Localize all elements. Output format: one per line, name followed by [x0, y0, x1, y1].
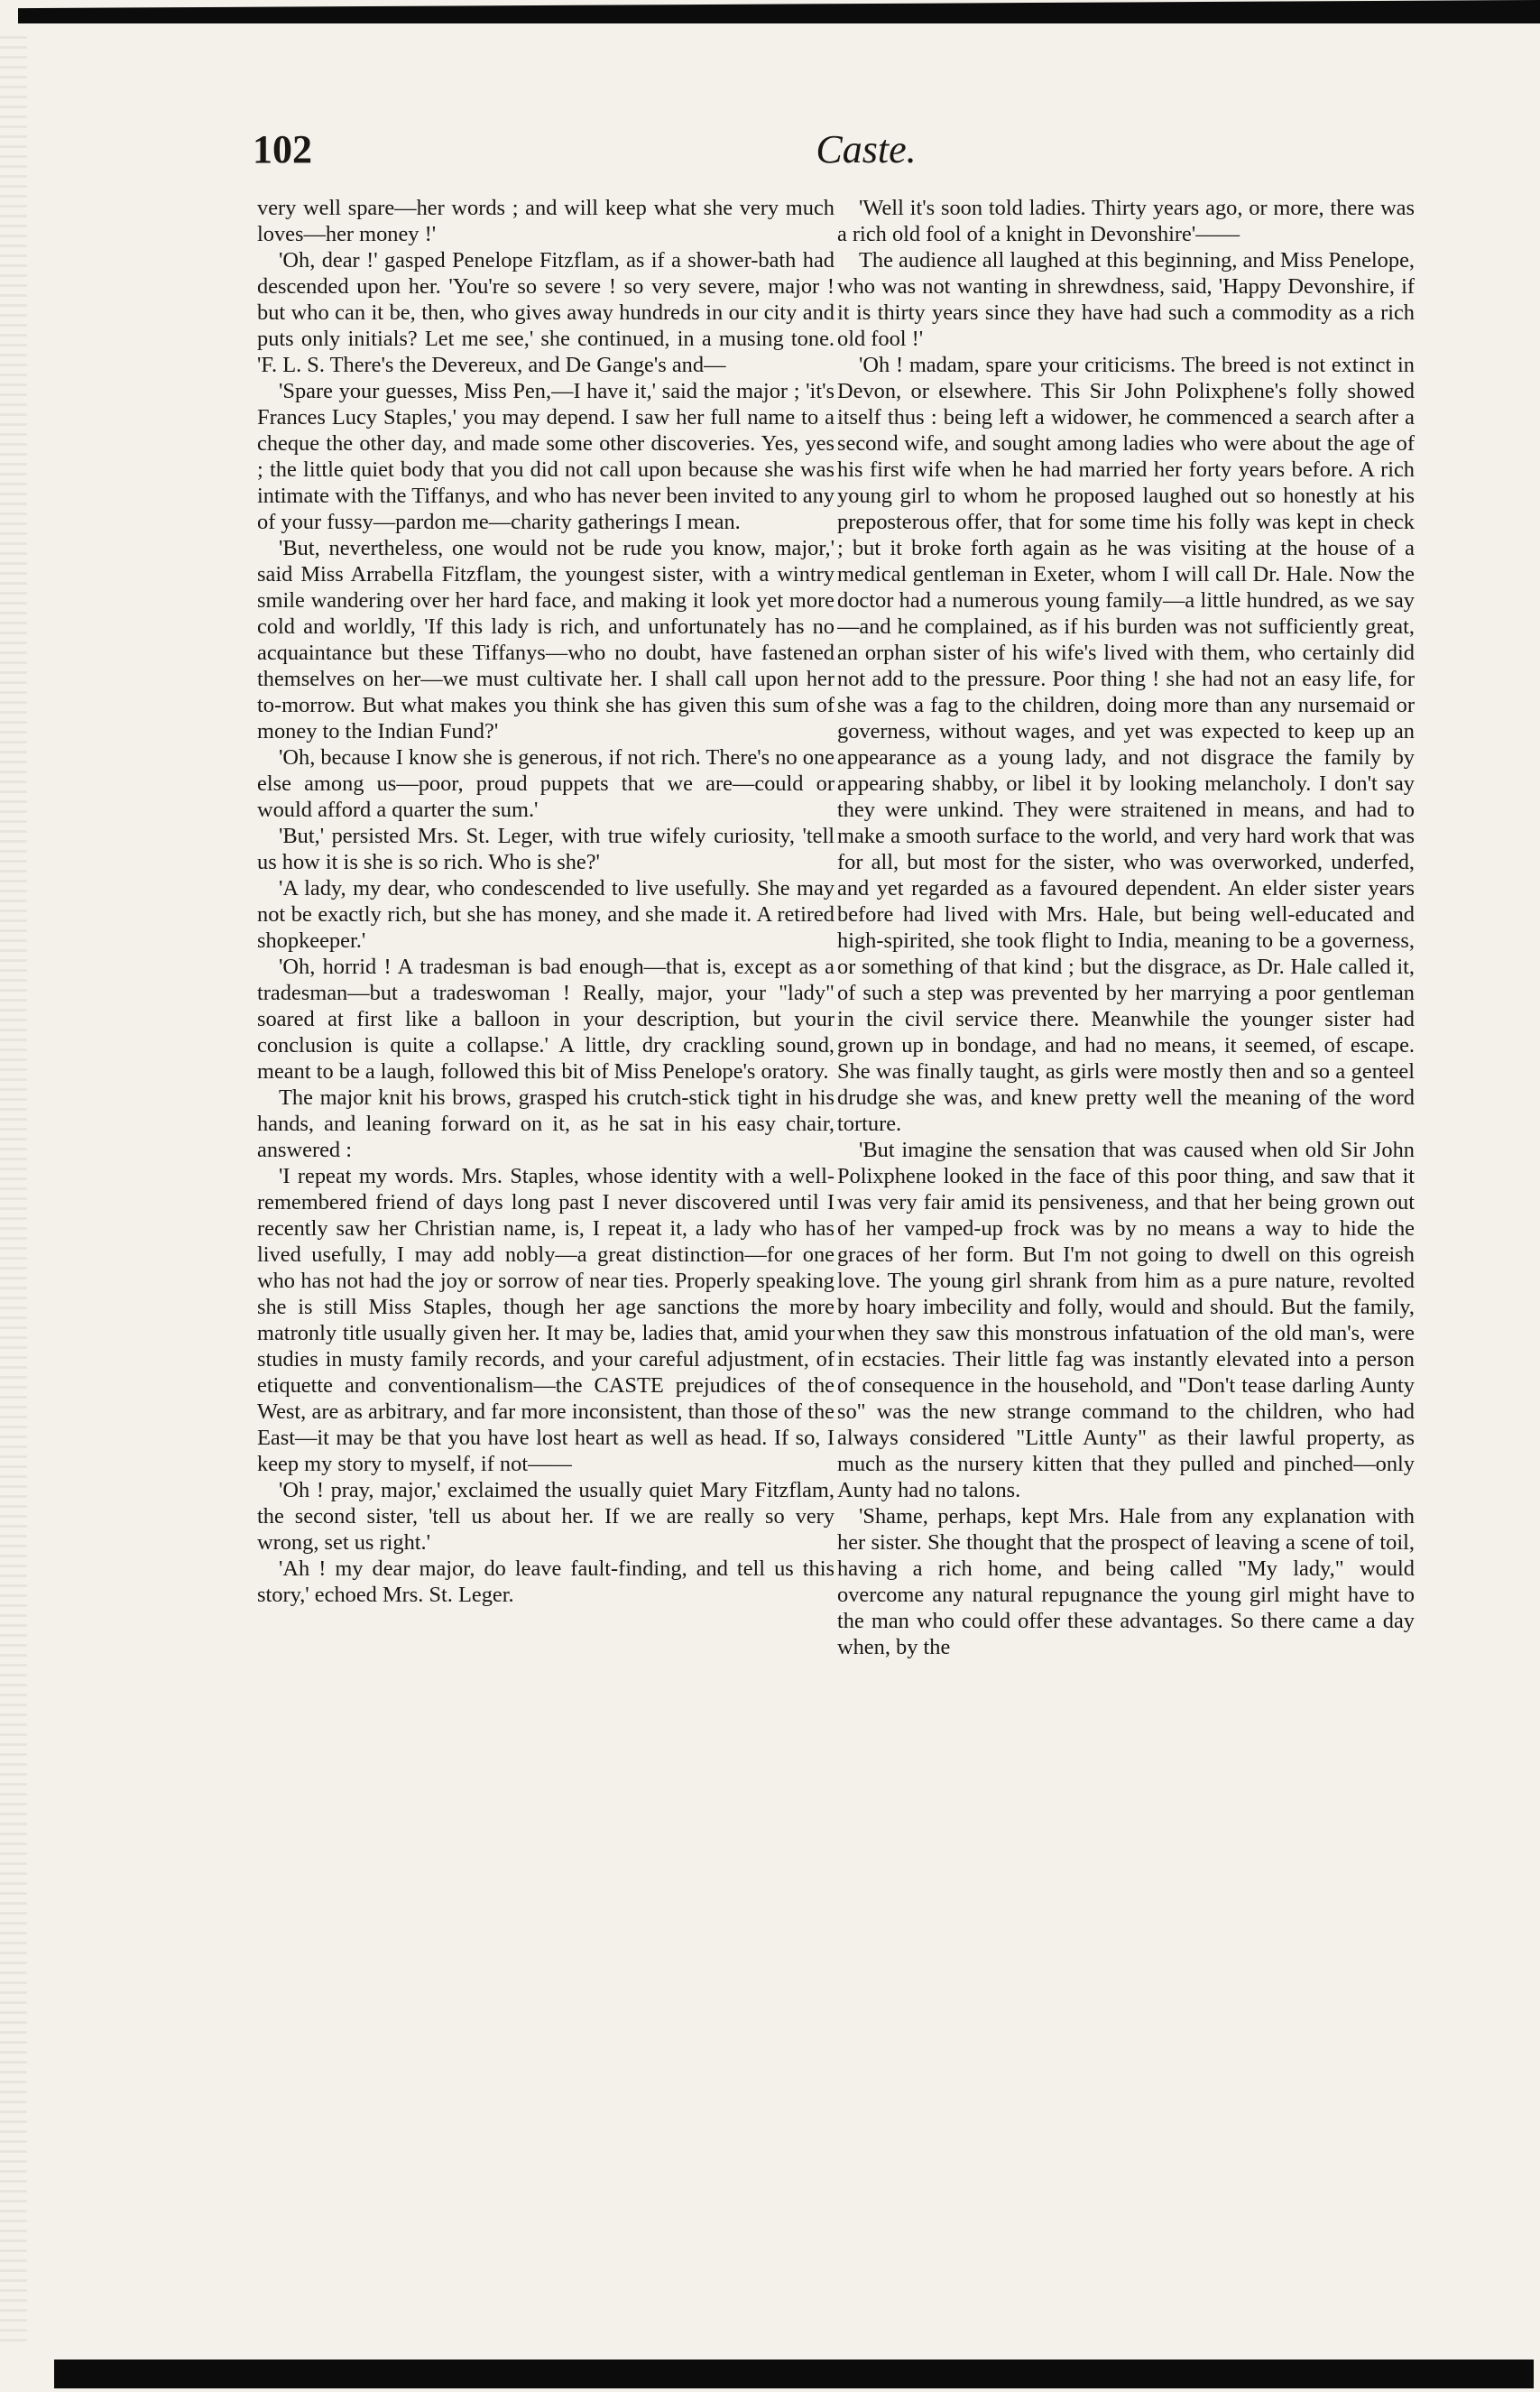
- bottom-rule: [54, 2360, 1534, 2388]
- paragraph: 'A lady, my dear, who condescended to live usefully. She may not be exactly rich, but she has money, and she made it. A retired shopkeeper.': [257, 876, 835, 953]
- page-header: [253, 126, 1480, 180]
- left-column: [257, 195, 835, 2333]
- paragraph: 'Oh, dear !' gasped Penelope Fitzflam, as if a shower-bath had descended upon her. 'You're so severe ! so very severe, major ! but who can it be, then, who gives away hundreds in our city and puts only initials? Let me see,' she continued, in a musing tone. 'F. L. S. There's the Devereux, and De Gange's and—: [257, 248, 835, 377]
- paragraph: 'Spare your guesses, Miss Pen,—I have it,' said the major ; 'it's Frances Lucy Staples,' you may depend. I saw her full name to a cheque the other day, and made some other discoveries. Yes, yes ; the little quiet body that you did not call upon because she was intimate with the Tiffanys, and who has never been invited to any of your fussy—pardon me—charity gatherings I mean.: [257, 379, 835, 534]
- running-title: Caste.: [816, 127, 917, 171]
- top-rule: [18, 0, 1540, 23]
- paragraph: 'Oh, horrid ! A tradesman is bad enough—that is, except as a tradesman—but a tradeswoman ! Really, major, your "lady" soared at first like a balloon in your description, but your conclusion is quite a collapse.' A little, dry crackling sound, meant to be a laugh, followed this bit of Miss Penelope's oratory.: [257, 955, 835, 1084]
- paragraph: 'Oh ! madam, spare your criticisms. The breed is not extinct in Devon, or elsewhere. This Sir John Polixphene's folly showed itself thus : being left a widower, he commenced a search after a second wife, and sought among ladies who were about the age of his first wife when he had married her forty years before. A rich young girl to whom he proposed laughed out so honestly at his preposterous offer, that for some time his folly was kept in check ; but it broke forth again as he was visiting at the house of a medical gentleman in Exeter, whom I will call Dr. Hale. Now the doctor had a numerous young family—a little hundred, as we say—and he complained, as if his burden was not sufficiently great, an orphan sister of his wife's lived with them, who certainly did not add to the pressure. Poor thing ! she had not an easy life, for she was a fag to the children, doing more than any nursemaid or governess, without wages, and yet was expected to keep up an appearance as a young lady, and not disgrace the family by appearing shabby, or libel it by looking melancholy. I don't say they were unkind. They were straitened in means, and had to make a smooth surface to the world, and very hard work that was for all, but most for the sister, who was overworked, underfed, and yet regarded as a favoured dependent. An elder sister years before had lived with Mrs. Hale, but being well-educated and high-spirited, she took flight to India, meaning to be a governess, or something of that kind ; but the disgrace, as Dr. Hale called it, of such a step was prevented by her marrying a poor gentleman in the civil service there. Meanwhile the younger sister had grown up in bondage, and had no means, it seemed, of escape. She was finally taught, as girls were mostly then and so a genteel drudge she was, and knew pretty well the meaning of the word torture.: [837, 353, 1415, 1136]
- paragraph: The major knit his brows, grasped his crutch-stick tight in his hands, and leaning forward on it, as he sat in his easy chair, answered :: [257, 1085, 835, 1162]
- paragraph: 'Shame, perhaps, kept Mrs. Hale from any explanation with her sister. She thought that the prospect of leaving a scene of toil, having a rich home, and being called "My lady," would overcome any natural repugnance the young girl might have to the man who could offer these advantages. So there came a day when, by the: [837, 1504, 1415, 1659]
- page-edge-speckle: [0, 36, 27, 2346]
- paragraph: 'Well it's soon told ladies. Thirty years ago, or more, there was a rich old fool of a knight in Devonshire'––––: [837, 196, 1415, 246]
- right-column: [837, 195, 1415, 2333]
- paragraph: The audience all laughed at this beginning, and Miss Penelope, who was not wanting in shrewdness, said, 'Happy Devonshire, if it is thirty years since they have had such a commodity as a rich old fool !': [837, 248, 1415, 351]
- page-number: 102: [253, 127, 312, 171]
- paragraph: 'But,' persisted Mrs. St. Leger, with true wifely curiosity, 'tell us how it is she is so rich. Who is she?': [257, 824, 835, 874]
- paragraph: 'But, nevertheless, one would not be rude you know, major,' said Miss Arrabella Fitzflam, the youngest sister, with a wintry smile wandering over her hard face, and making it look yet more cold and worldly, 'If this lady is rich, and unfortunately has no acquaintance but these Tiffanys—who no doubt, have fastened themselves on her—we must cultivate her. I shall call upon her to-morrow. But what makes you think she has given this sum of money to the Indian Fund?': [257, 536, 835, 743]
- paragraph: 'Ah ! my dear major, do leave fault-finding, and tell us this story,' echoed Mrs. St. Leger.: [257, 1556, 835, 1607]
- paragraph: 'I repeat my words. Mrs. Staples, whose identity with a well-remembered friend of days long past I never discovered until I recently saw her Christian name, is, I repeat it, a lady who has lived usefully, I may add nobly—a great distinction—for one who has not had the joy or sorrow of near ties. Properly speaking she is still Miss Staples, though her age sanctions the more matronly title usually given her. It may be, ladies that, amid your studies in musty family records, and your careful adjustment, of etiquette and conventionalism—the CASTE prejudices of the West, are as arbitrary, and far more inconsistent, than those of the East—it may be that you have lost heart as well as head. If so, I keep my story to myself, if not—––: [257, 1164, 835, 1476]
- paragraph: 'But imagine the sensation that was caused when old Sir John Polixphene looked in the face of this poor thing, and saw that it was very fair amid its pensiveness, and that her being grown out of her vamped-up frock was by no means a way to hide the graces of her form. But I'm not going to dwell on this ogreish love. The young girl shrank from him as a pure nature, revolted by hoary imbecility and folly, would and should. But the family, when they saw this monstrous infatuation of the old man's, were in ecstacies. Their little fag was instantly elevated into a person of consequence in the household, and "Don't tease darling Aunty so" was the new strange command to the children, who had always considered "Little Aunty" as their lawful property, as much as the nursery kitten that they pulled and pinched—only Aunty had no talons.: [837, 1138, 1415, 1502]
- paragraph: very well spare—her words ; and will keep what she very much loves—her money !': [257, 196, 835, 246]
- paragraph: 'Oh ! pray, major,' exclaimed the usually quiet Mary Fitzflam, the second sister, 'tell us about her. If we are really so very wrong, set us right.': [257, 1478, 835, 1555]
- paragraph: 'Oh, because I know she is generous, if not rich. There's no one else among us—poor, proud puppets that we are—could or would afford a quarter the sum.': [257, 745, 835, 822]
